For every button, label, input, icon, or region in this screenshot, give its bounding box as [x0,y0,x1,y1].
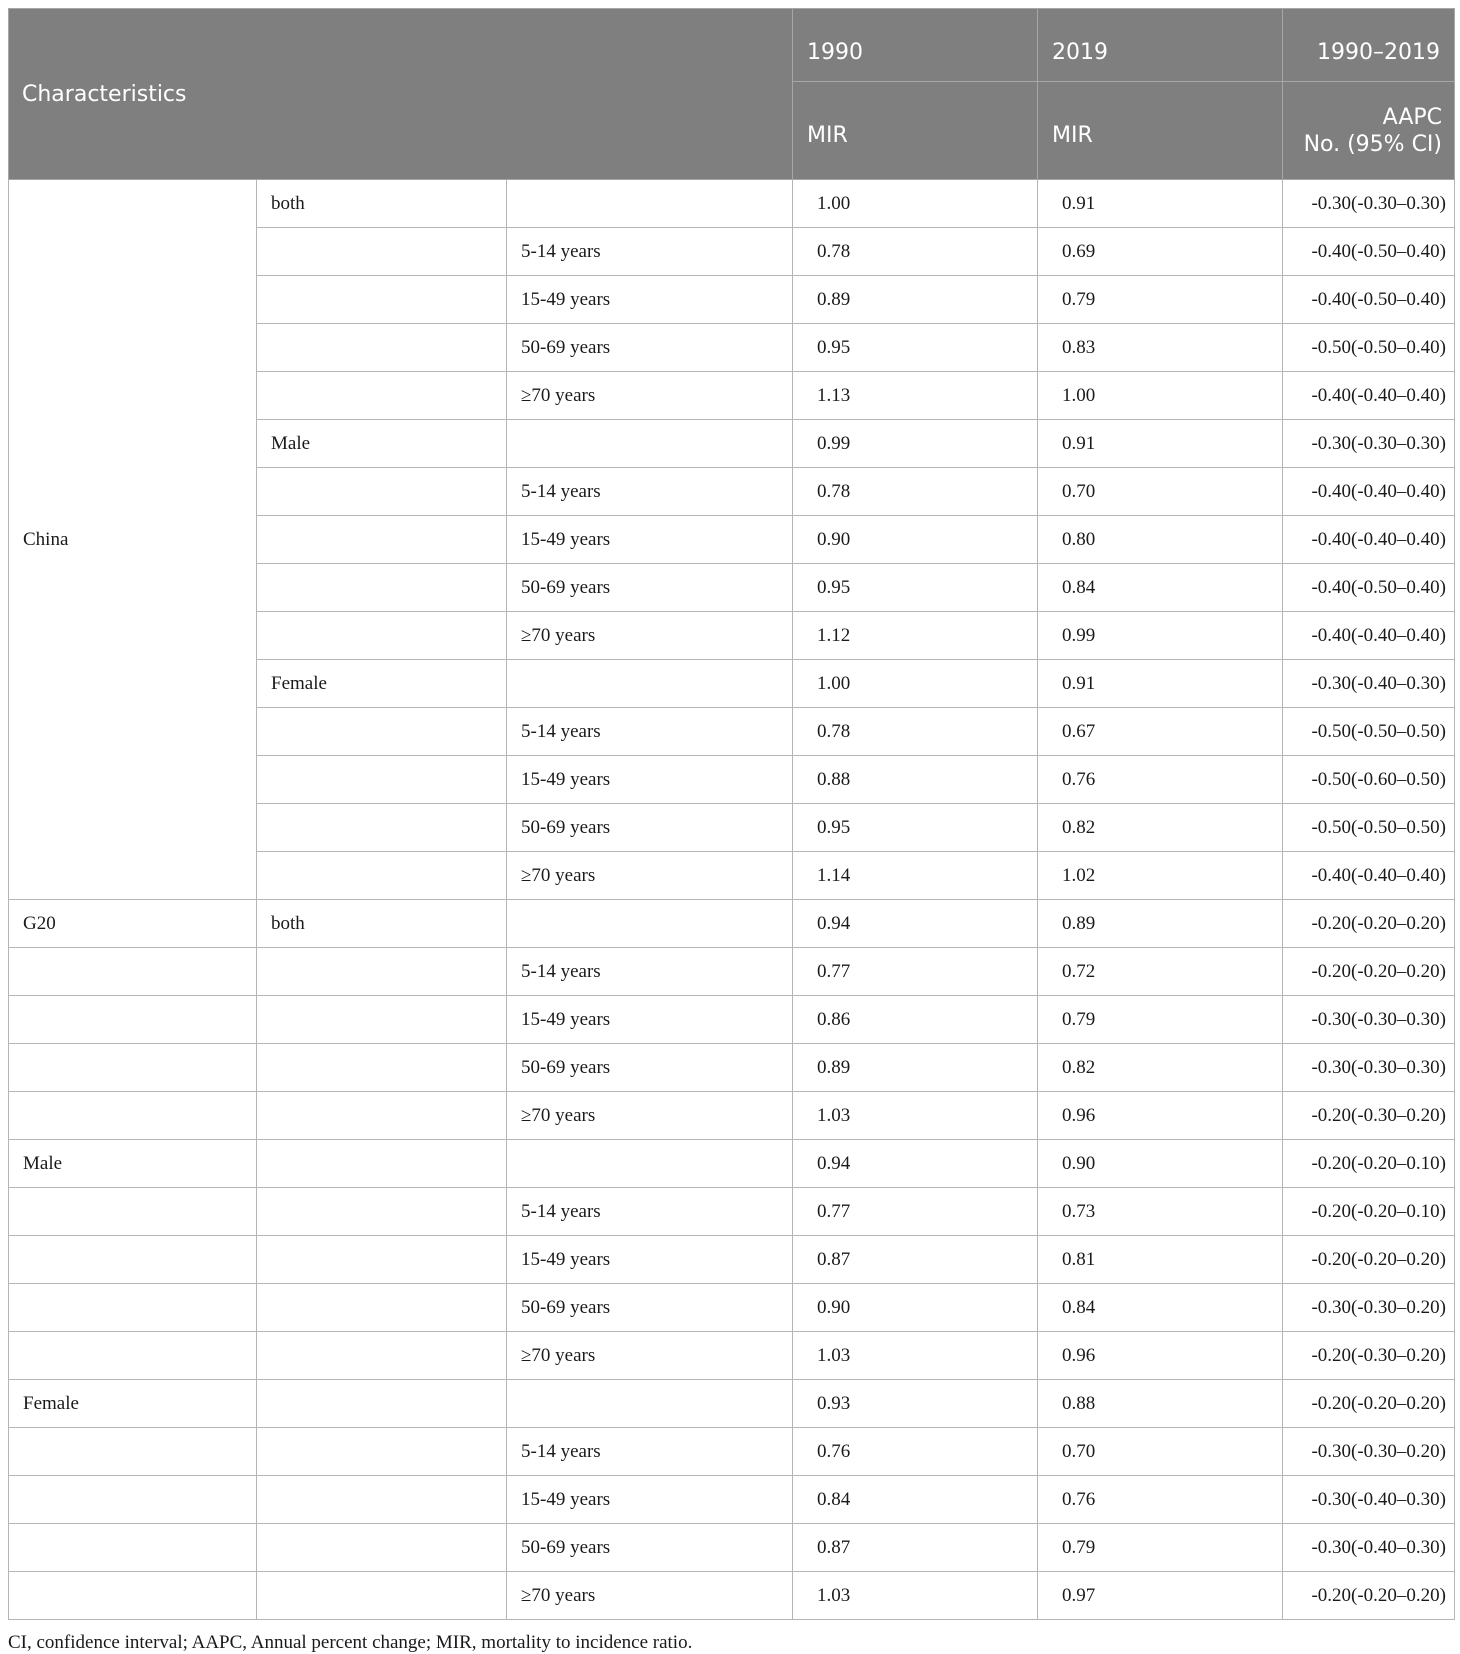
cell-sex [257,1140,507,1188]
cell-region [9,996,257,1044]
cell-mir-1990: 0.84 [793,1476,1038,1524]
cell-age: 5-14 years [507,468,793,516]
cell-mir-2019: 0.89 [1038,900,1283,948]
cell-age: 50-69 years [507,564,793,612]
cell-aapc: -0.50(-0.50–0.40) [1283,324,1455,372]
cell-mir-2019: 0.90 [1038,1140,1283,1188]
cell-mir-2019: 0.82 [1038,1044,1283,1092]
cell-age [507,1140,793,1188]
cell-mir-2019: 0.91 [1038,180,1283,228]
cell-aapc: -0.20(-0.20–0.20) [1283,1380,1455,1428]
cell-sex [257,516,507,564]
cell-age: 50-69 years [507,324,793,372]
cell-aapc: -0.30(-0.30–0.20) [1283,1284,1455,1332]
table-row [9,180,1455,228]
cell-mir-2019: 0.96 [1038,1332,1283,1380]
table-row [9,1140,1455,1188]
cell-sex [257,852,507,900]
cell-sex [257,1236,507,1284]
cell-aapc: -0.40(-0.40–0.40) [1283,516,1455,564]
cell-mir-2019: 0.84 [1038,564,1283,612]
cell-aapc: -0.20(-0.30–0.20) [1283,1092,1455,1140]
mir-table [8,8,1455,1620]
cell-aapc: -0.20(-0.20–0.20) [1283,948,1455,996]
cell-mir-1990: 1.14 [793,852,1038,900]
cell-mir-2019: 0.70 [1038,468,1283,516]
cell-sex [257,468,507,516]
cell-region [9,1476,257,1524]
cell-sex [257,708,507,756]
cell-sex [257,1332,507,1380]
cell-mir-1990: 1.00 [793,660,1038,708]
header-aapc-line2: No. (95% CI) [1303,131,1443,157]
cell-mir-2019: 0.99 [1038,612,1283,660]
cell-aapc: -0.20(-0.20–0.20) [1283,900,1455,948]
cell-aapc: -0.30(-0.30–0.30) [1283,180,1455,228]
table-row [9,1428,1455,1476]
cell-age: 50-69 years [507,804,793,852]
cell-aapc: -0.50(-0.50–0.50) [1283,708,1455,756]
table-row [9,1524,1455,1572]
cell-aapc: -0.30(-0.40–0.30) [1283,1476,1455,1524]
cell-mir-1990: 0.87 [793,1524,1038,1572]
cell-age: ≥70 years [507,1092,793,1140]
cell-aapc: -0.20(-0.20–0.10) [1283,1140,1455,1188]
cell-mir-2019: 0.84 [1038,1284,1283,1332]
table-row [9,996,1455,1044]
cell-aapc: -0.30(-0.30–0.30) [1283,996,1455,1044]
cell-age: ≥70 years [507,372,793,420]
cell-mir-2019: 0.96 [1038,1092,1283,1140]
cell-aapc: -0.30(-0.40–0.30) [1283,660,1455,708]
cell-mir-2019: 0.79 [1038,1524,1283,1572]
cell-sex: Female [257,660,507,708]
cell-sex [257,1476,507,1524]
cell-age [507,1380,793,1428]
cell-mir-2019: 0.81 [1038,1236,1283,1284]
table-row [9,1572,1455,1620]
cell-sex [257,612,507,660]
cell-mir-1990: 0.88 [793,756,1038,804]
cell-aapc: -0.40(-0.40–0.40) [1283,468,1455,516]
cell-mir-1990: 0.89 [793,276,1038,324]
header-mir-1990: MIR [793,82,1038,180]
cell-mir-1990: 0.90 [793,1284,1038,1332]
cell-aapc: -0.20(-0.20–0.20) [1283,1236,1455,1284]
cell-aapc: -0.50(-0.60–0.50) [1283,756,1455,804]
cell-age: 15-49 years [507,996,793,1044]
cell-mir-1990: 1.03 [793,1572,1038,1620]
table-row [9,1476,1455,1524]
cell-mir-2019: 0.67 [1038,708,1283,756]
cell-mir-1990: 1.00 [793,180,1038,228]
cell-mir-2019: 0.91 [1038,660,1283,708]
cell-mir-1990: 0.78 [793,468,1038,516]
cell-mir-2019: 0.80 [1038,516,1283,564]
header-aapc-line1: AAPC [1382,104,1443,130]
cell-mir-1990: 0.77 [793,948,1038,996]
cell-sex: both [257,180,507,228]
cell-mir-1990: 0.77 [793,1188,1038,1236]
header-year-range: 1990–2019 [1283,9,1455,82]
cell-region [9,1332,257,1380]
cell-mir-1990: 0.86 [793,996,1038,1044]
cell-age: 15-49 years [507,516,793,564]
cell-sex [257,1524,507,1572]
table-row [9,1092,1455,1140]
cell-region [9,1188,257,1236]
cell-age [507,660,793,708]
cell-aapc: -0.40(-0.50–0.40) [1283,564,1455,612]
cell-sex [257,1092,507,1140]
cell-sex [257,996,507,1044]
cell-mir-2019: 0.97 [1038,1572,1283,1620]
cell-mir-2019: 0.79 [1038,996,1283,1044]
cell-age: 15-49 years [507,276,793,324]
cell-sex [257,1380,507,1428]
cell-aapc: -0.40(-0.40–0.40) [1283,612,1455,660]
cell-age: 15-49 years [507,756,793,804]
cell-mir-1990: 0.93 [793,1380,1038,1428]
cell-aapc: -0.20(-0.30–0.20) [1283,1332,1455,1380]
cell-age: 5-14 years [507,948,793,996]
cell-age: ≥70 years [507,852,793,900]
cell-aapc: -0.30(-0.40–0.30) [1283,1524,1455,1572]
cell-mir-1990: 1.03 [793,1332,1038,1380]
cell-mir-1990: 0.95 [793,324,1038,372]
cell-mir-2019: 0.70 [1038,1428,1283,1476]
table-row [9,1284,1455,1332]
cell-age [507,900,793,948]
cell-mir-1990: 1.13 [793,372,1038,420]
cell-region [9,1044,257,1092]
cell-mir-2019: 0.76 [1038,756,1283,804]
cell-region: G20 [9,900,257,948]
cell-sex [257,804,507,852]
table-body [9,180,1455,1620]
cell-age: 5-14 years [507,1188,793,1236]
cell-region: Female [9,1380,257,1428]
cell-sex [257,276,507,324]
cell-aapc: -0.30(-0.30–0.30) [1283,420,1455,468]
cell-mir-2019: 0.82 [1038,804,1283,852]
cell-aapc: -0.20(-0.20–0.10) [1283,1188,1455,1236]
cell-aapc: -0.30(-0.30–0.20) [1283,1428,1455,1476]
cell-sex [257,564,507,612]
header-year-1990: 1990 [793,9,1038,82]
cell-aapc: -0.20(-0.20–0.20) [1283,1572,1455,1620]
cell-mir-2019: 0.69 [1038,228,1283,276]
header-year-2019: 2019 [1038,9,1283,82]
cell-sex [257,228,507,276]
cell-mir-1990: 0.94 [793,1140,1038,1188]
header-mir-2019: MIR [1038,82,1283,180]
cell-mir-1990: 1.12 [793,612,1038,660]
cell-sex [257,1188,507,1236]
cell-mir-2019: 0.83 [1038,324,1283,372]
cell-mir-1990: 0.76 [793,1428,1038,1476]
cell-mir-2019: 1.00 [1038,372,1283,420]
cell-age: 5-14 years [507,228,793,276]
table-container [8,8,1454,1654]
cell-aapc: -0.50(-0.50–0.50) [1283,804,1455,852]
cell-mir-1990: 0.95 [793,564,1038,612]
cell-aapc: -0.30(-0.30–0.30) [1283,1044,1455,1092]
cell-sex [257,372,507,420]
cell-mir-2019: 0.79 [1038,276,1283,324]
cell-region [9,1092,257,1140]
cell-aapc: -0.40(-0.50–0.40) [1283,276,1455,324]
cell-sex [257,1428,507,1476]
header-aapc [1283,82,1455,180]
cell-region [9,1428,257,1476]
cell-mir-1990: 1.03 [793,1092,1038,1140]
cell-sex [257,948,507,996]
table-header [9,9,1455,180]
table-row [9,1044,1455,1092]
cell-region [9,1524,257,1572]
cell-mir-2019: 0.73 [1038,1188,1283,1236]
cell-sex [257,756,507,804]
cell-mir-1990: 0.89 [793,1044,1038,1092]
cell-region [9,948,257,996]
cell-sex [257,324,507,372]
cell-mir-1990: 0.99 [793,420,1038,468]
cell-mir-1990: 0.87 [793,1236,1038,1284]
table-row [9,1188,1455,1236]
cell-age: 15-49 years [507,1476,793,1524]
cell-sex [257,1284,507,1332]
cell-age: 50-69 years [507,1044,793,1092]
cell-mir-1990: 0.95 [793,804,1038,852]
cell-age: 15-49 years [507,1236,793,1284]
table-row [9,1332,1455,1380]
cell-aapc: -0.40(-0.40–0.40) [1283,372,1455,420]
cell-aapc: -0.40(-0.40–0.40) [1283,852,1455,900]
table-row [9,1236,1455,1284]
cell-sex: Male [257,420,507,468]
cell-mir-1990: 0.90 [793,516,1038,564]
cell-region [9,1572,257,1620]
cell-age: 50-69 years [507,1524,793,1572]
cell-mir-2019: 0.72 [1038,948,1283,996]
cell-mir-1990: 0.78 [793,228,1038,276]
cell-region [9,1236,257,1284]
cell-aapc: -0.40(-0.50–0.40) [1283,228,1455,276]
cell-mir-1990: 0.94 [793,900,1038,948]
cell-mir-2019: 1.02 [1038,852,1283,900]
cell-age [507,420,793,468]
cell-sex [257,1572,507,1620]
cell-age: ≥70 years [507,1572,793,1620]
cell-mir-1990: 0.78 [793,708,1038,756]
cell-mir-2019: 0.76 [1038,1476,1283,1524]
table-row [9,1380,1455,1428]
cell-age: 5-14 years [507,1428,793,1476]
table-footnote: CI, confidence interval; AAPC, Annual percent change; MIR, mortality to incidence ratio. [8,1632,693,1653]
table-row [9,900,1455,948]
table-row [9,948,1455,996]
cell-region: Male [9,1140,257,1188]
cell-mir-2019: 0.91 [1038,420,1283,468]
cell-mir-2019: 0.88 [1038,1380,1283,1428]
cell-sex [257,1044,507,1092]
cell-region [9,1284,257,1332]
cell-region: China [9,180,257,900]
cell-age: 50-69 years [507,1284,793,1332]
cell-age [507,180,793,228]
cell-age: ≥70 years [507,1332,793,1380]
cell-sex: both [257,900,507,948]
header-characteristics: Characteristics [9,9,793,180]
cell-age: 5-14 years [507,708,793,756]
cell-age: ≥70 years [507,612,793,660]
